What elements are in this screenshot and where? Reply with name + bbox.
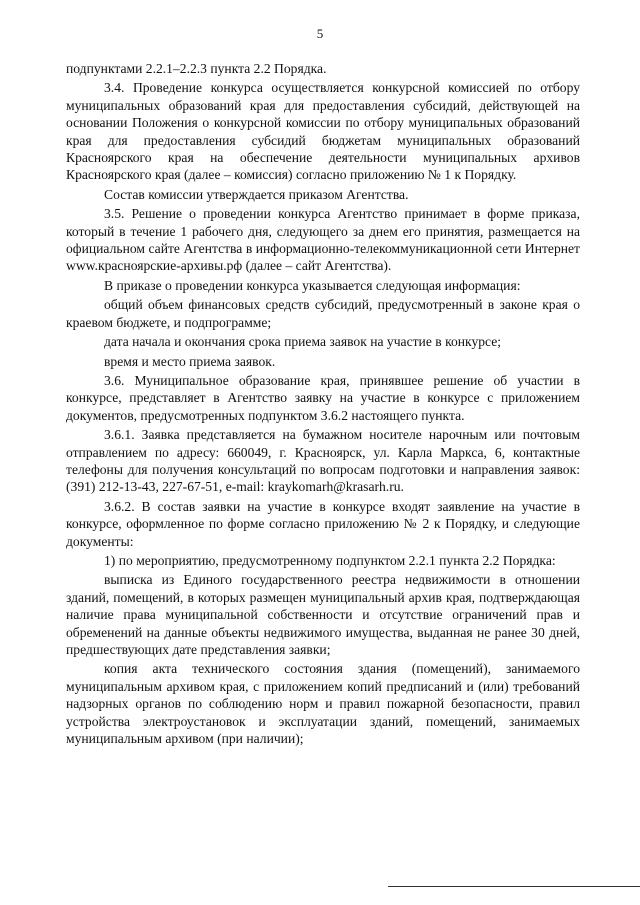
document-body (66, 60, 580, 747)
paragraph: время и место приема заявок. (104, 353, 276, 369)
paragraph: В приказе о проведении конкурса указывается следующая информация: (104, 277, 521, 293)
paragraph: дата начала и окончания срока приема заявок на участие в конкурсе; (104, 334, 502, 350)
paragraph: общий объем финансовых средств субсидий, предусмотренный в законе края о краевом бюджете, и подпрограмме; (66, 297, 580, 330)
paragraph: 3.6.1. Заявка представляется на бумажном носителе нарочным или почтовым отправлением по адресу: 660049, г. Красноярск, ул. Карла Маркса, 6, контактные телефоны для получения консультаций по вопросам подготовки и направления заявок: (391) 212-13-43, 227-67-51, e-mail: kraykomarh@krasarh.ru. (66, 427, 580, 495)
page-number: 5 (316, 26, 324, 41)
paragraph: 3.5. Решение о проведении конкурса Агентство принимает в форме приказа, который в течение 1 рабочего дня, следующего за днем его принятия, размещается на официальном сайте Агентства в информационно-телекоммуникационной сети Интернет www.красноярские-архивы.рф (далее – сайт Агентства). (66, 206, 580, 274)
paragraph: 1) по мероприятию, предусмотренному подпунктом 2.2.1 пункта 2.2 Порядка: (104, 552, 556, 568)
footer-rule (388, 886, 640, 887)
paragraph: 3.6. Муниципальное образование края, принявшее решение об участии в конкурсе, представляет в Агентство заявку на участие в конкурсе с приложением документов, предусмотренных подпунктом 3.6.2 настоящего пункта. (66, 372, 580, 423)
paragraph: выписка из Единого государственного реестра недвижимости в отношении зданий, помещений, в которых размещен муниципальный архив края, подтверждающая наличие права муниципальной собственности и отсутствие ограничений прав и обременений на данные объекты недвижимого имущества, выданная не ранее 30 дней, предшествующих дате представления заявки; (66, 572, 580, 657)
paragraph: 3.6.2. В состав заявки на участие в конкурсе входят заявление на участие в конкурсе, оформленное по форме согласно приложению № 2 к Порядку, и следующие документы: (66, 498, 580, 549)
paragraph: 3.4. Проведение конкурса осуществляется конкурсной комиссией по отбору муниципальных образований края для предоставления субсидий, действующей на основании Положения о конкурсной комиссии по отбору муниципальных образований края для предоставления субсидий бюджетам муниципальных образований Красноярского края на обеспечение деятельности муниципальных архивов Красноярского края (далее – комиссия) согласно приложению № 1 к Порядку. (66, 80, 580, 183)
paragraph: копия акта технического состояния здания (помещений), занимаемого муниципальным архивом края, с приложением копий предписаний и (или) требований надзорных органов по соблюдению норм и правил пожарной безопасности, правил устройства электроустановок и эксплуатации зданий, помещений, занимаемых муниципальным архивом (при наличии); (66, 661, 580, 747)
paragraph: Состав комиссии утверждается приказом Агентства. (104, 186, 409, 202)
paragraph: подпунктами 2.2.1–2.2.3 пункта 2.2 Порядка. (66, 61, 327, 76)
